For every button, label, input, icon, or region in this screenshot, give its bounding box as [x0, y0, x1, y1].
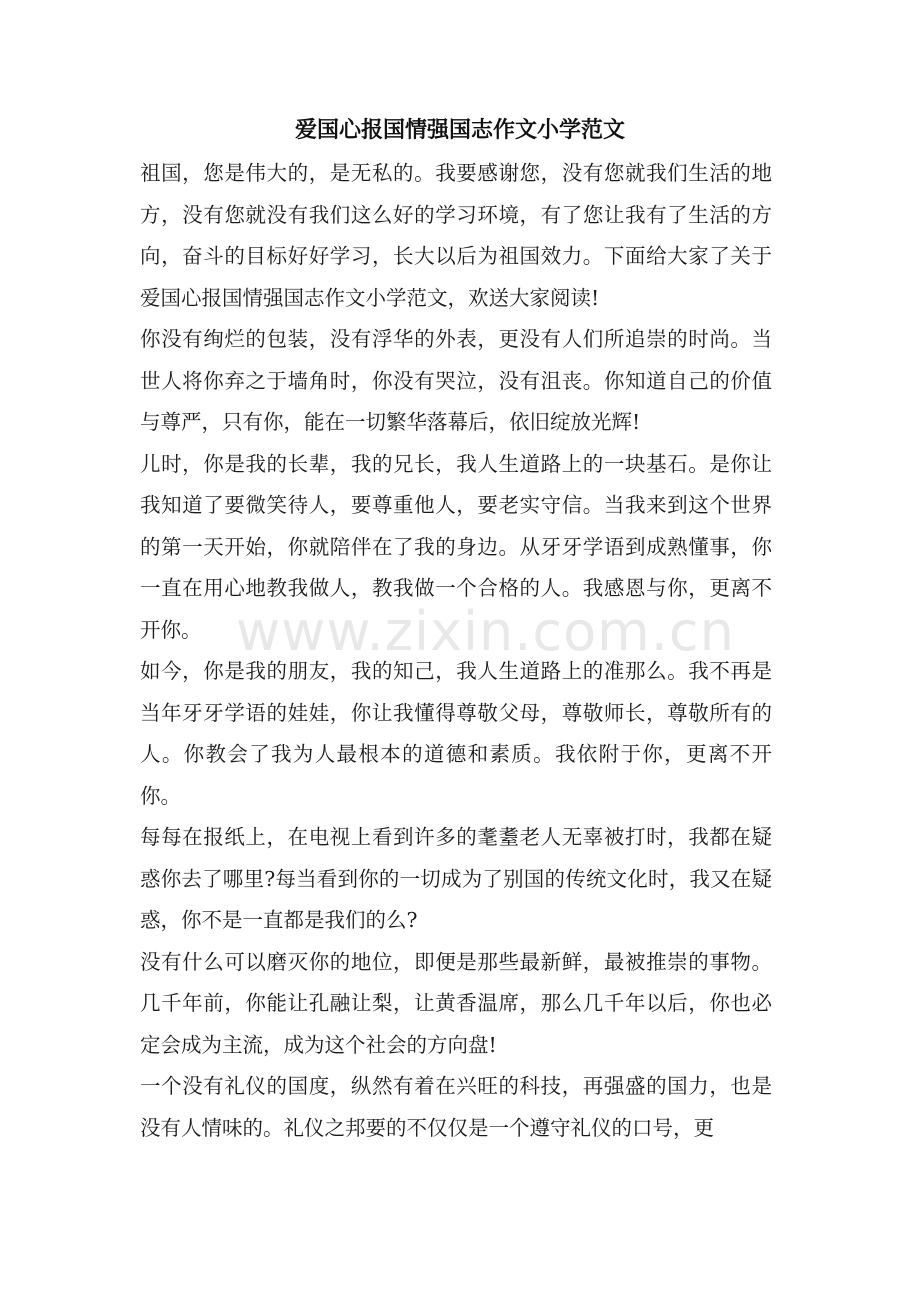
watermark: www.zixin.com.cn: [236, 600, 735, 663]
paragraph-7: 一个没有礼仪的国度，纵然有着在兴旺的科技，再强盛的国力，也是没有人情味的。礼仪之邦要的不仅仅是一个遵守礼仪的口号，更: [140, 1074, 772, 1140]
paragraph-1: 祖国，您是伟大的，是无私的。我要感谢您，没有您就我们生活的地方，没有您就没有我们这么好的学习环境，有了您让我有了生活的方向，奋斗的目标好好学习，长大以后为祖国效力。下面给大家了关于爱国心报国情强国志作文小学范文，欢送大家阅读!: [140, 161, 772, 310]
paragraph-6: 没有什么可以磨灭你的地位，即便是那些最新鲜，最被推崇的事物。几千年前，你能让孔融让梨，让黄香温席，那么几千年以后，你也必定会成为主流，成为这个社会的方向盘!: [140, 949, 772, 1057]
paragraph-2: 你没有绚烂的包装，没有浮华的外表，更没有人们所追崇的时尚。当世人将你弃之于墙角时，你没有哭泣，没有沮丧。你知道自己的价值与尊严，只有你，能在一切繁华落幕后，依旧绽放光辉!: [140, 327, 772, 434]
document-body: [140, 153, 772, 1149]
document-title: 爱国心报国情强国志作文小学范文: [294, 117, 625, 143]
paragraph-3: 儿时，你是我的长辈，我的兄长，我人生道路上的一块基石。是你让我知道了要微笑待人，要尊重他人，要老实守信。当我来到这个世界的第一天开始，你就陪伴在了我的身边。从牙牙学语到成熟懂事，你一直在用心地教我做人，教我做一个合格的人。我感恩与你，更离不开你。: [140, 451, 772, 642]
paragraph-5: 每每在报纸上，在电视上看到许多的耄耋老人无辜被打时，我都在疑惑你去了哪里?每当看到你的一切成为了别国的传统文化时，我又在疑惑，你不是一直都是我们的么?: [140, 825, 772, 932]
paragraph-4: 如今，你是我的朋友，我的知己，我人生道路上的准那么。我不再是当年牙牙学语的娃娃，你让我懂得尊敬父母，尊敬师长，尊敬所有的人。你教会了我为人最根本的道德和素质。我依附于你，更离不开你。: [140, 659, 772, 808]
